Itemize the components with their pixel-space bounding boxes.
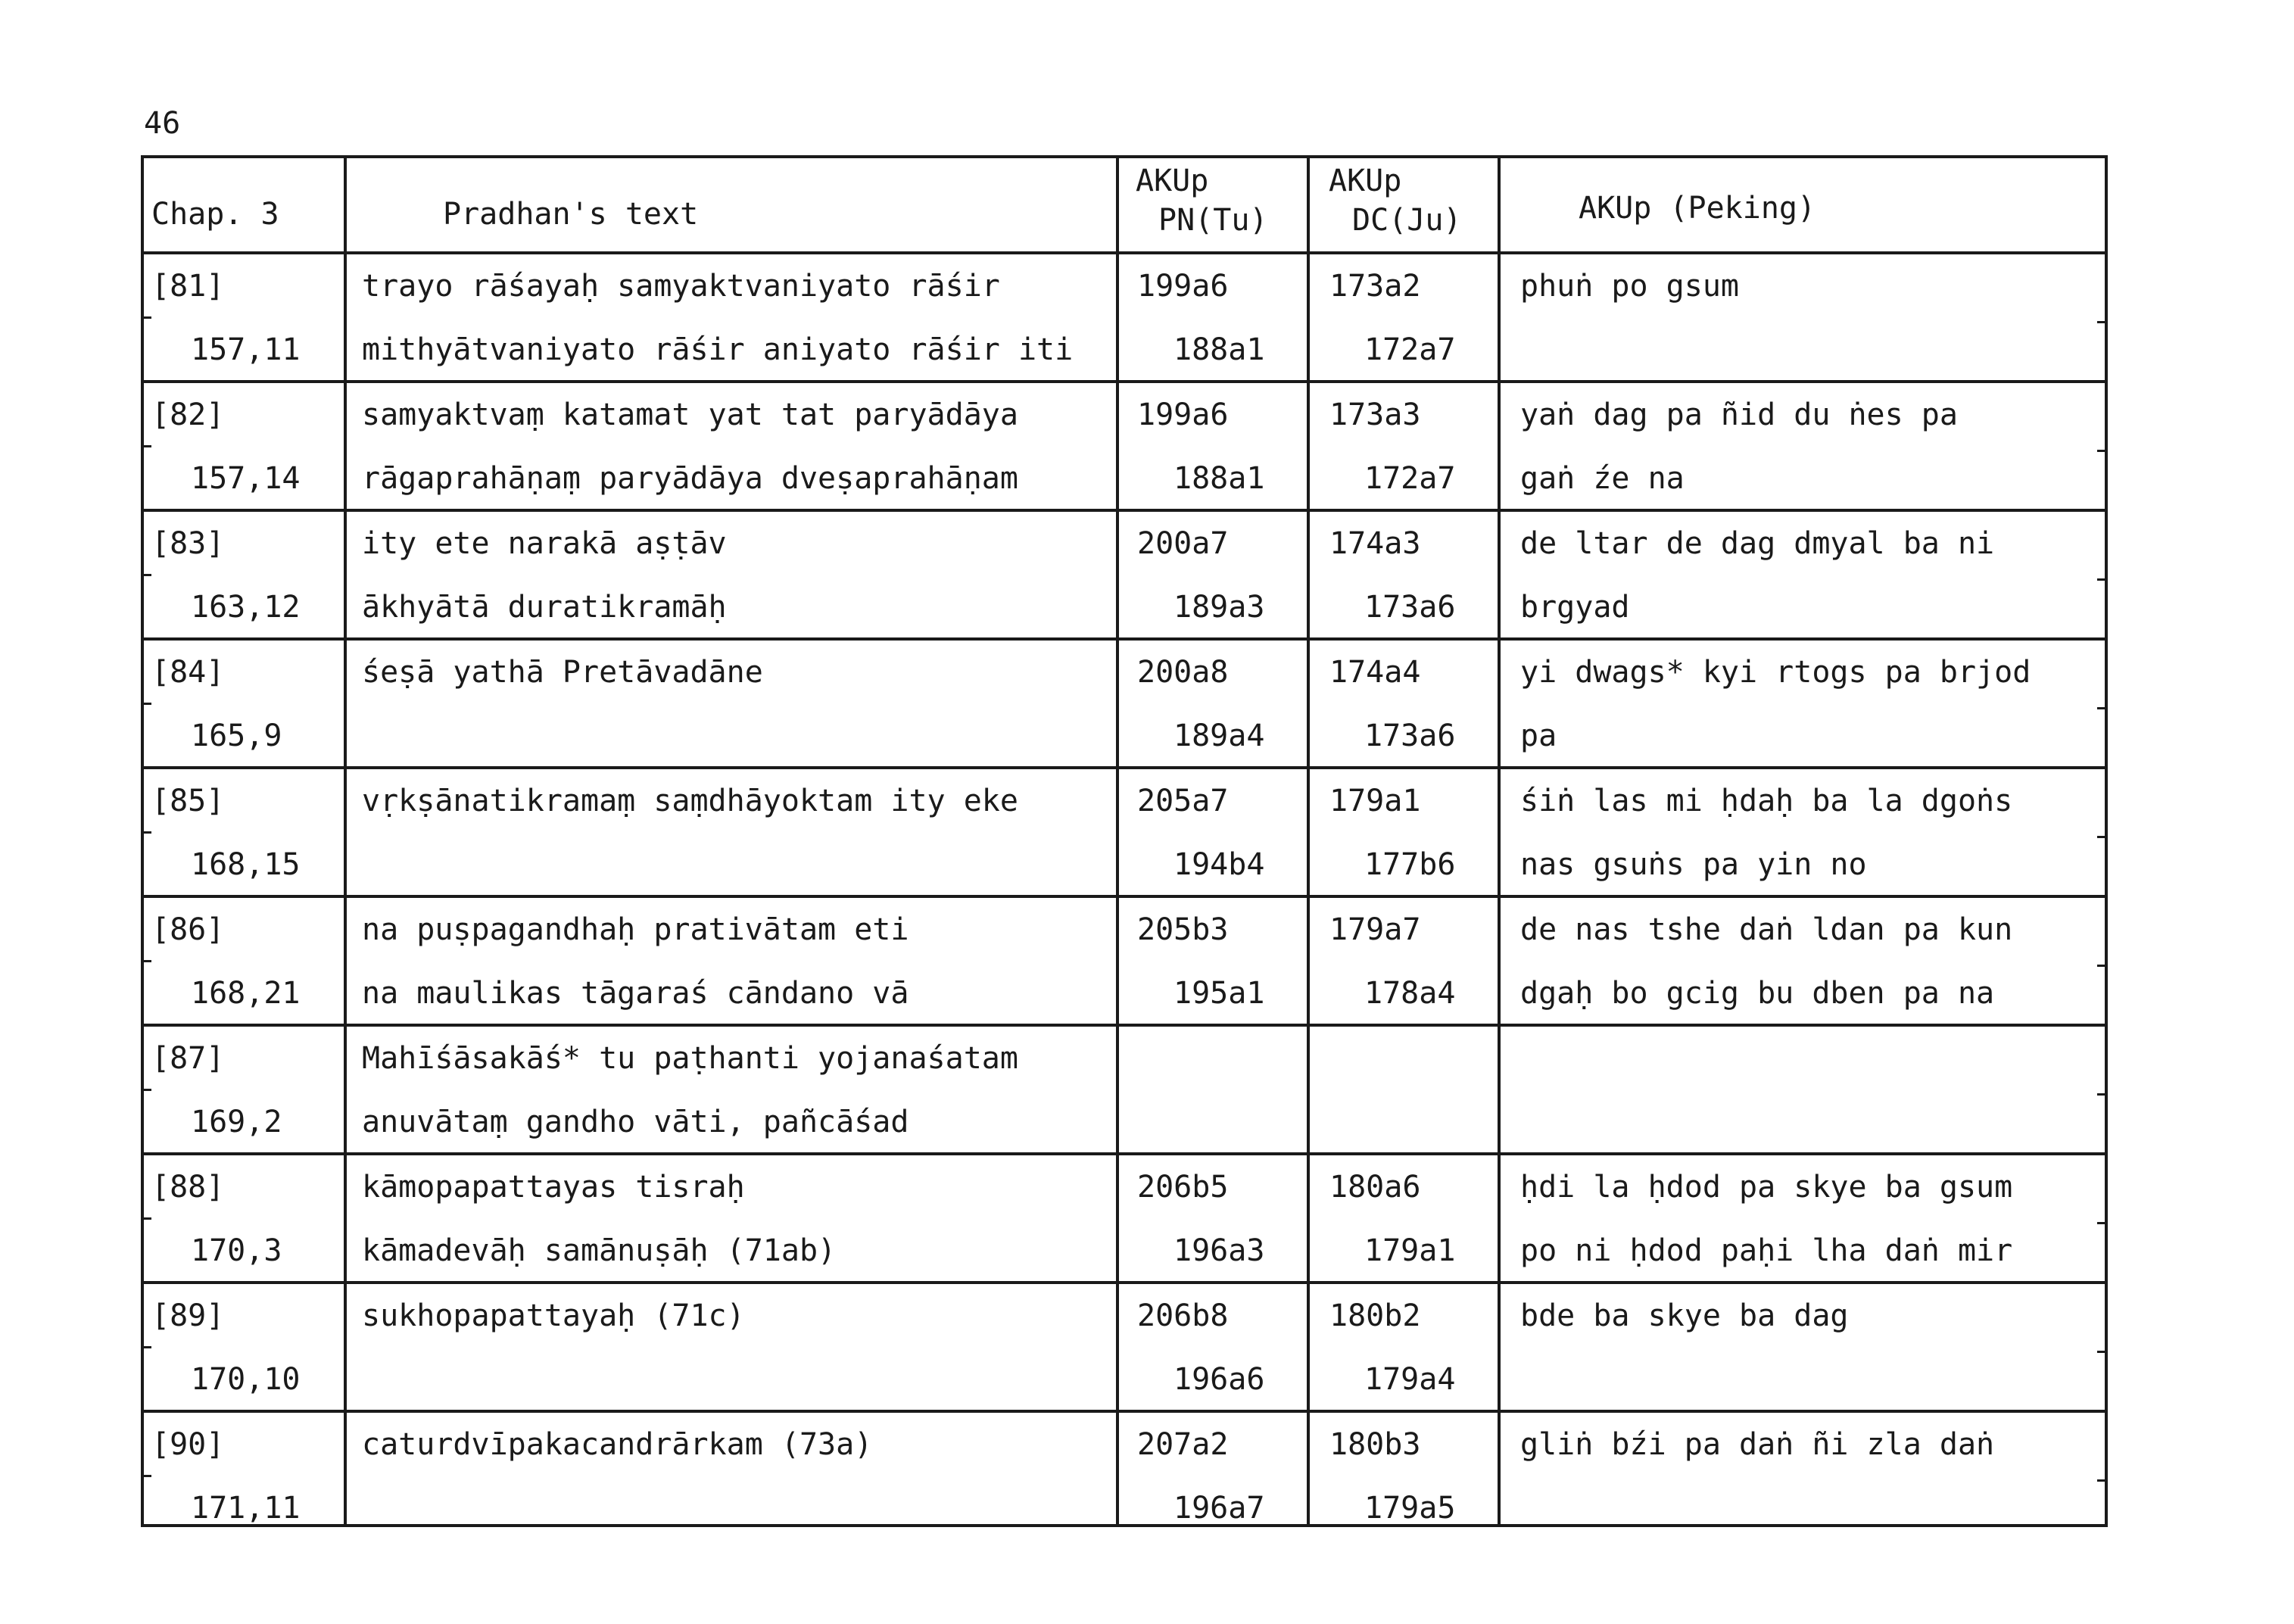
row-tick-mark [141, 316, 151, 319]
sanskrit-line-1: Mahīśāsakāś* tu paṭhanti yojanaśatam [362, 1041, 1018, 1076]
dc-ju-ref-2: 172a7 [1364, 461, 1456, 496]
sanskrit-line-2: na maulikas tāgaraś cāndano vā [362, 976, 909, 1011]
dc-ju-ref-2: 178a4 [1364, 976, 1456, 1011]
table-row [144, 1155, 2105, 1284]
table-row [144, 512, 2105, 641]
row-tick-mark [2097, 1479, 2108, 1482]
row-tick-mark [2097, 1093, 2108, 1096]
table-row [144, 641, 2105, 769]
pn-tu-ref-2: 188a1 [1173, 332, 1265, 367]
row-reference: 171,11 [191, 1491, 301, 1526]
row-number: [90] [151, 1427, 225, 1462]
table-row [144, 1413, 2105, 1541]
row-reference: 163,12 [191, 590, 301, 625]
row-reference: 170,3 [191, 1233, 282, 1268]
row-number: [88] [151, 1170, 225, 1205]
peking-line-1: bde ba skye ba dag [1520, 1298, 1849, 1333]
sanskrit-line-1: śeṣā yathā Pretāvadāne [362, 655, 763, 690]
dc-ju-ref-1: 180b2 [1329, 1298, 1421, 1333]
dc-ju-ref-1: 174a4 [1329, 655, 1421, 690]
pn-tu-ref-2: 196a3 [1173, 1233, 1265, 1268]
row-number: [89] [151, 1298, 225, 1333]
row-number: [83] [151, 526, 225, 561]
sanskrit-line-2: kāmadevāḥ samānuṣāḥ (71ab) [362, 1233, 837, 1268]
peking-line-2: po ni ḥdod paḥi lha daṅ mir [1520, 1233, 2013, 1268]
row-tick-mark [141, 1217, 151, 1220]
sanskrit-line-2: ākhyātā duratikramāḥ [362, 590, 727, 625]
header-akup-pn-bottom: PN(Tu) [1158, 203, 1268, 238]
pn-tu-ref-1: 207a2 [1137, 1427, 1229, 1462]
table-row [144, 1284, 2105, 1413]
row-tick-mark [141, 1346, 151, 1348]
row-tick-mark [141, 1475, 151, 1477]
pn-tu-ref-1: 205b3 [1137, 912, 1229, 947]
table-row [144, 898, 2105, 1027]
page-number: 46 [144, 106, 181, 141]
row-reference: 157,14 [191, 461, 301, 496]
dc-ju-ref-1: 180a6 [1329, 1170, 1421, 1205]
table-row [144, 1027, 2105, 1155]
pn-tu-ref-1: 199a6 [1137, 397, 1229, 432]
peking-line-1: śiṅ las mi ḥdaḥ ba la dgoṅs [1520, 784, 2013, 818]
sanskrit-line-1: caturdvīpakacandrārkam (73a) [362, 1427, 873, 1462]
peking-line-1: de ltar de dag dmyal ba ni [1520, 526, 1995, 561]
dc-ju-ref-1: 174a3 [1329, 526, 1421, 561]
row-reference: 168,21 [191, 976, 301, 1011]
peking-line-2: brgyad [1520, 590, 1630, 625]
row-tick-mark [2097, 578, 2108, 581]
pn-tu-ref-1: 206b8 [1137, 1298, 1229, 1333]
pn-tu-ref-1: 205a7 [1137, 784, 1229, 818]
dc-ju-ref-2: 173a6 [1364, 590, 1456, 625]
sanskrit-line-1: sukhopapattayaḥ (71c) [362, 1298, 745, 1333]
sanskrit-line-1: samyaktvaṃ katamat yat tat paryādāya [362, 397, 1018, 432]
row-tick-mark [141, 574, 151, 576]
peking-line-1: ḥdi la ḥdod pa skye ba gsum [1520, 1170, 2013, 1205]
pn-tu-ref-2: 189a3 [1173, 590, 1265, 625]
row-tick-mark [141, 831, 151, 834]
header-chap: Chap. 3 [151, 197, 279, 232]
sanskrit-line-1: na puṣpagandhaḥ prativātam eti [362, 912, 909, 947]
pn-tu-ref-1: 200a8 [1137, 655, 1229, 690]
dc-ju-ref-2: 179a4 [1364, 1362, 1456, 1397]
dc-ju-ref-1: 173a3 [1329, 397, 1421, 432]
pn-tu-ref-2: 189a4 [1173, 718, 1265, 753]
row-number: [85] [151, 784, 225, 818]
row-tick-mark [2097, 1351, 2108, 1353]
peking-line-1: gliṅ bźi pa daṅ ñi zla daṅ [1520, 1427, 1995, 1462]
row-tick-mark [141, 703, 151, 705]
header-akup-dc-top: AKUp [1329, 164, 1402, 198]
header-akup-dc-bottom: DC(Ju) [1352, 203, 1462, 238]
row-reference: 157,11 [191, 332, 301, 367]
row-tick-mark [2097, 321, 2108, 323]
table-row [144, 383, 2105, 512]
row-number: [86] [151, 912, 225, 947]
row-reference: 168,15 [191, 847, 301, 882]
row-number: [84] [151, 655, 225, 690]
table-row [144, 254, 2105, 383]
pn-tu-ref-1: 206b5 [1137, 1170, 1229, 1205]
concordance-table [141, 155, 2108, 1527]
sanskrit-line-1: ity ete narakā aṣṭāv [362, 526, 727, 561]
header-pradhan: Pradhan's text [443, 197, 699, 232]
peking-line-1: yi dwags* kyi rtogs pa brjod [1520, 655, 2031, 690]
row-reference: 170,10 [191, 1362, 301, 1397]
peking-line-1: de nas tshe daṅ ldan pa kun [1520, 912, 2013, 947]
dc-ju-ref-2: 179a1 [1364, 1233, 1456, 1268]
peking-line-1: yaṅ dag pa ñid du ṅes pa [1520, 397, 1958, 432]
pn-tu-ref-2: 196a7 [1173, 1491, 1265, 1526]
pn-tu-ref-2: 195a1 [1173, 976, 1265, 1011]
peking-line-1: phuṅ po gsum [1520, 269, 1739, 304]
sanskrit-line-1: vṛkṣānatikramaṃ saṃdhāyoktam ity eke [362, 784, 1018, 818]
sanskrit-line-1: kāmopapattayas tisraḥ [362, 1170, 745, 1205]
row-number: [82] [151, 397, 225, 432]
pn-tu-ref-1: 200a7 [1137, 526, 1229, 561]
pn-tu-ref-2: 196a6 [1173, 1362, 1265, 1397]
row-tick-mark [2097, 965, 2108, 967]
peking-line-2: dgaḥ bo gcig bu dben pa na [1520, 976, 1995, 1011]
row-tick-mark [141, 1089, 151, 1091]
dc-ju-ref-2: 173a6 [1364, 718, 1456, 753]
sanskrit-line-2: rāgaprahāṇaṃ paryādāya dveṣaprahāṇam [362, 461, 1018, 496]
row-number: [87] [151, 1041, 225, 1076]
pn-tu-ref-1: 199a6 [1137, 269, 1229, 304]
table-row [144, 769, 2105, 898]
dc-ju-ref-1: 180b3 [1329, 1427, 1421, 1462]
dc-ju-ref-2: 172a7 [1364, 332, 1456, 367]
pn-tu-ref-2: 188a1 [1173, 461, 1265, 496]
header-akup-pn-top: AKUp [1136, 164, 1209, 198]
row-tick-mark [2097, 450, 2108, 452]
peking-line-2: gaṅ źe na [1520, 461, 1685, 496]
sanskrit-line-2: mithyātvaniyato rāśir aniyato rāśir iti [362, 332, 1074, 367]
peking-line-2: pa [1520, 718, 1557, 753]
row-reference: 169,2 [191, 1105, 282, 1139]
row-tick-mark [2097, 707, 2108, 709]
dc-ju-ref-2: 179a5 [1364, 1491, 1456, 1526]
dc-ju-ref-1: 179a1 [1329, 784, 1421, 818]
row-tick-mark [2097, 1222, 2108, 1224]
peking-line-2: nas gsuṅs pa yin no [1520, 847, 1867, 882]
dc-ju-ref-2: 177b6 [1364, 847, 1456, 882]
row-number: [81] [151, 269, 225, 304]
dc-ju-ref-1: 173a2 [1329, 269, 1421, 304]
row-tick-mark [2097, 836, 2108, 838]
pn-tu-ref-2: 194b4 [1173, 847, 1265, 882]
header-akup-peking: AKUp (Peking) [1579, 191, 1816, 226]
row-reference: 165,9 [191, 718, 282, 753]
dc-ju-ref-1: 179a7 [1329, 912, 1421, 947]
row-tick-mark [141, 960, 151, 962]
sanskrit-line-1: trayo rāśayaḥ samyaktvaniyato rāśir [362, 269, 1000, 304]
row-tick-mark [141, 445, 151, 447]
sanskrit-line-2: anuvātaṃ gandho vāti, pañcāśad [362, 1105, 909, 1139]
table-header [144, 158, 2105, 254]
